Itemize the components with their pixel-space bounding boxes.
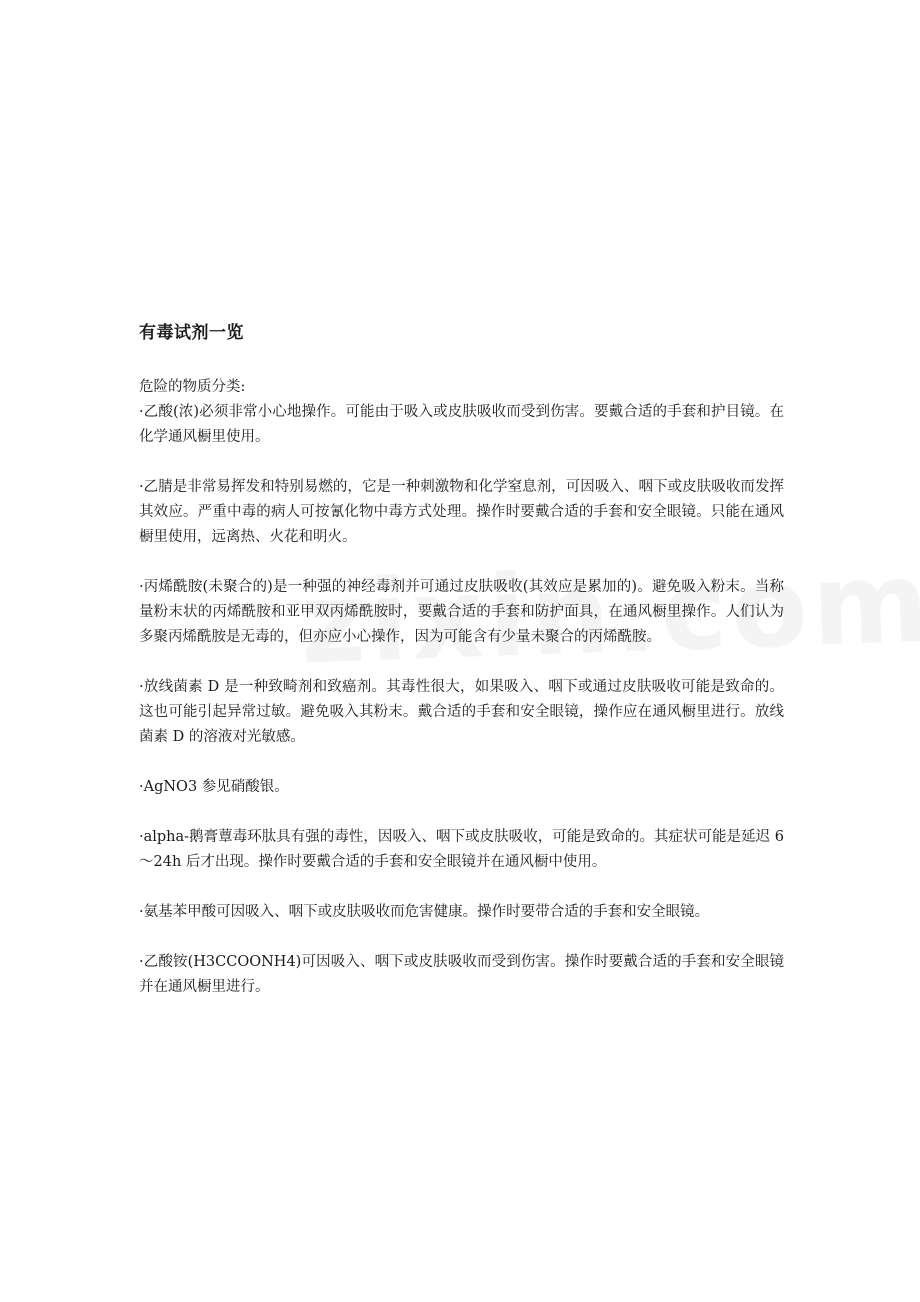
bullet-icon: ·	[139, 404, 144, 420]
list-item-text: 丙烯酰胺(未聚合的)是一种强的神经毒剂并可通过皮肤吸收(其效应是累加的)。避免吸入粉末。当称量粉末状的丙烯酰胺和亚甲双丙烯酰胺时，要戴合适的手套和防护面具，在通风橱里操作。人们认为多聚丙烯酰胺是无毒的，但亦应小心操作，因为可能含有少量未聚合的丙烯酰胺。	[139, 579, 784, 645]
list-item	[139, 775, 784, 800]
list-item	[139, 475, 784, 550]
page-title: 有毒试剂一览	[139, 323, 244, 343]
list-item	[139, 950, 784, 1000]
document-body	[139, 375, 784, 1025]
list-item-text: 氨基苯甲酸可因吸入、咽下或皮肤吸收而危害健康。操作时要带合适的手套和安全眼镜。	[143, 904, 710, 920]
list-item	[139, 675, 784, 750]
list-item	[139, 400, 784, 450]
bullet-icon: ·	[139, 479, 144, 495]
list-item-text: 放线菌素 D 是一种致畸剂和致癌剂。其毒性很大，如果吸入、咽下或通过皮肤吸收可能是致命的。这也可能引起异常过敏。避免吸入其粉末。戴合适的手套和安全眼镜，操作应在通风橱里进行。放线菌素 D 的溶液对光敏感。	[139, 679, 784, 745]
list-item	[139, 575, 784, 650]
list-item-text: AgNO3 参见硝酸银。	[143, 779, 289, 795]
bullet-icon: ·	[139, 829, 144, 845]
list-item-text: alpha-鹅膏蕈毒环肽具有强的毒性，因吸入、咽下或皮肤吸收，可能是致命的。其症状可能是延迟 6～24h 后才出现。操作时要戴合适的手套和安全眼镜并在通风橱中使用。	[139, 829, 784, 870]
bullet-icon: ·	[139, 579, 144, 595]
bullet-icon: ·	[139, 779, 144, 795]
list-item	[139, 825, 784, 875]
list-item	[139, 900, 784, 925]
bullet-icon: ·	[139, 904, 144, 920]
list-item-text: 乙酸铵(H3CCOONH4)可因吸入、咽下或皮肤吸收而受到伤害。操作时要戴合适的手套和安全眼镜并在通风橱里进行。	[139, 954, 784, 995]
bullet-icon: ·	[139, 954, 144, 970]
list-item-text: 乙腈是非常易挥发和特别易燃的，它是一种刺激物和化学窒息剂，可因吸入、咽下或皮肤吸收而发挥其效应。严重中毒的病人可按氰化物中毒方式处理。操作时要戴合适的手套和安全眼镜。只能在通风橱里使用，远离热、火花和明火。	[139, 479, 784, 545]
section-label: 危险的物质分类:	[139, 379, 246, 395]
list-item-text: 乙酸(浓)必须非常小心地操作。可能由于吸入或皮肤吸收而受到伤害。要戴合适的手套和护目镜。在化学通风橱里使用。	[139, 404, 784, 445]
bullet-icon: ·	[139, 679, 144, 695]
